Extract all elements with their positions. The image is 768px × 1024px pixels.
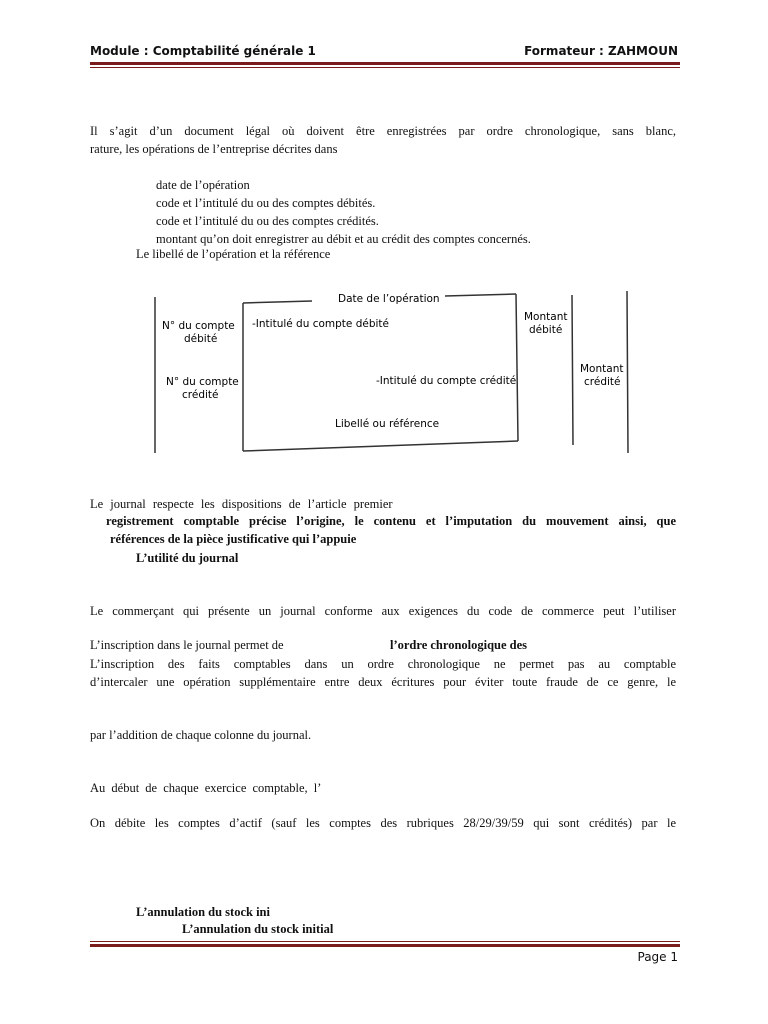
journal-bold-2: références de la pièce justificative qui l’appuie [110,532,357,546]
exercise-line: Au début de chaque exercice comptable, l’ [90,781,322,795]
inscription-bold: l’ordre chronologique des [390,638,528,652]
page-number: Page 1 [637,950,678,964]
header-rule-thin [90,67,680,68]
addition-line: par l’addition de chaque colonne du journal. [90,728,312,742]
footer-rule-thick [90,944,680,947]
diagram-amount-debit-2: débité [529,324,563,336]
journal-line-1: Le journal respecte les dispositions de l’article premier [90,497,393,511]
diagram-box-right [516,294,518,441]
diagram-box-top-left [243,301,312,303]
merchant-line: Le commerçant qui présente un journal conforme aux exigences du code de commerce peut l’utiliser [90,604,676,618]
diagram-date: Date de l’opération [338,293,440,305]
inscription-start: L’inscription dans le journal permet de [90,638,284,652]
footer-rule-thin [90,941,680,942]
debit-assets-line: On débite les comptes d’actif (sauf les comptes des rubriques 28/29/39/59 qui sont crédités) par le [90,816,676,830]
diagram-debit-title: -Intitulé du compte débité [252,318,390,330]
diagram-credit-account-1: N° du compte [166,376,239,388]
stock-heading-2: L’annulation du stock initial [182,922,334,936]
diagram-far-right-line [627,291,628,453]
stock-heading-1: L’annulation du stock ini [136,905,270,919]
diagram-debit-account-1: N° du compte [162,320,235,332]
journal-utility-heading: L’utilité du journal [136,551,239,565]
diagram-amount-credit-2: crédité [584,376,621,388]
intro-line-2: rature, les opérations de l’entreprise décrites dans [90,142,338,156]
list-item: montant qu’on doit enregistrer au débit et au crédit des comptes concernés. [156,232,531,246]
diagram-amount-debit-1: Montant [524,311,568,323]
header-module: Module : Comptabilité générale 1 [90,44,316,58]
list-item: code et l’intitulé du ou des comptes crédités. [156,214,379,228]
chrono-line-2: d’intercaler une opération supplémentaire entre deux écritures pour éviter toute fraude de ce genre, le [90,675,676,689]
list-item: code et l’intitulé du ou des comptes débités. [156,196,376,210]
diagram-box-bottom [243,441,518,451]
list-item: date de l’opération [156,178,250,192]
diagram-credit-title: -Intitulé du compte crédité [376,375,517,387]
diagram-debit-account-2: débité [184,333,218,345]
list [156,176,531,248]
diagram-amount-credit-1: Montant [580,363,624,375]
diagram-box-top-right [445,294,516,296]
header-rule-thick [90,62,680,65]
journal-diagram [140,283,640,458]
header-trainer: Formateur : ZAHMOUN [524,44,678,58]
libelle-line: Le libellé de l’opération et la référence [136,247,331,261]
chrono-line-1: L’inscription des faits comptables dans un ordre chronologique ne permet pas au comptable [90,657,676,671]
journal-bold-1: registrement comptable précise l’origine, le contenu et l’imputation du mouvement ainsi, que [106,514,676,528]
diagram-credit-account-2: crédité [182,389,219,401]
diagram-mid-right-line [572,295,573,445]
diagram-libelle: Libellé ou référence [335,418,440,430]
intro-line-1: Il s’agit d’un document légal où doivent être enregistrées par ordre chronologique, sans blanc, [90,124,676,138]
